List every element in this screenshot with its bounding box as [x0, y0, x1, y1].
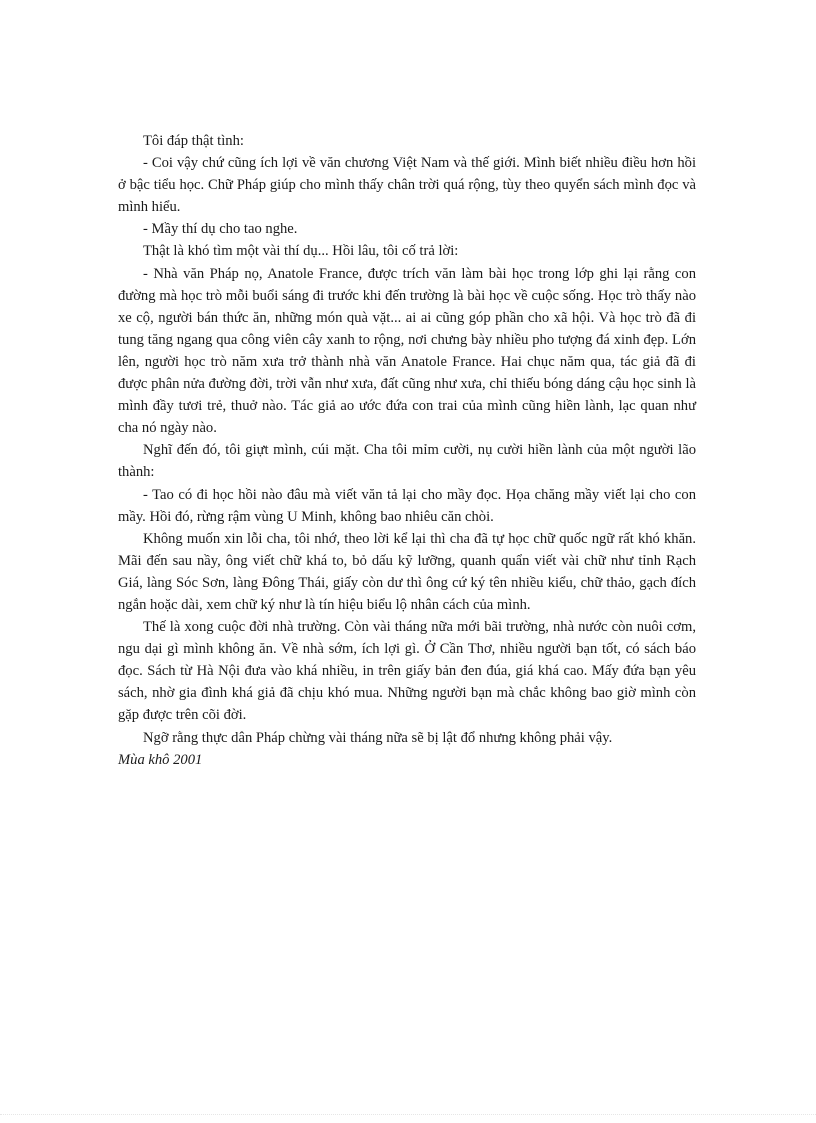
paragraph-7: - Tao có đi học hồi nào đâu mà viết văn tả lại cho mầy đọc. Họa chăng mầy viết lại cho con mầy. Hồi đó, rừng rậm vùng U Minh, không bao nhiêu căn chòi. [118, 486, 696, 525]
paragraph-3: - Mầy thí dụ cho tao nghe. [143, 221, 298, 238]
paragraph-5: - Nhà văn Pháp nọ, Anatole France, được trích văn làm bài học trong lớp ghi lại rằng con đường mà học trò mỗi buổi sáng đi trước khi đến trường là bài học về cuộc sống. Học trò thấy nào xe cộ, người bán thức ăn, những món quà vặt... ai ai cũng góp phần cho xã hội. Và học trò đã đi tung tăng ngang qua công viên cây xanh to rộng, nơi chưng bày nhiều pho tượng đá xinh đẹp. Lớn lên, người học trò năm xưa trở thành nhà văn Anatole France. Hai chục năm qua, tác giả đã đi được phân nửa đường đời, trời vẫn như xưa, đất cũng như xưa, chỉ thiếu bóng dáng cậu học sinh là mình đầy tươi trẻ, thuở nào. Tác giả ao ước đứa con trai của mình cũng hiền lành, lạc quan như cha nó ngày nào. [118, 265, 696, 437]
signature-date: Mùa khô 2001 [118, 751, 203, 768]
page-bottom-divider [0, 1114, 816, 1115]
paragraph-9: Thế là xong cuộc đời nhà trường. Còn vài tháng nữa mới bãi trường, nhà nước còn nuôi cơm, ngu dại gì mình không ăn. Về nhà sớm, ích lợi gì. Ở Cần Thơ, nhiều người bạn tốt, có sách báo đọc. Sách từ Hà Nội đưa vào khá nhiều, in trên giấy bản đen đúa, giá khá cao. Mấy đứa bạn yêu sách, nhờ gia đình khá giả đã chịu khó mua. Những người bạn mà chắc không bao giờ mình còn gặp được trên cõi đời. [118, 619, 696, 724]
paragraph-10: Ngỡ rằng thực dân Pháp chừng vài tháng nữa sẽ bị lật đổ nhưng không phải vậy. [143, 729, 613, 746]
document-page [118, 130, 696, 771]
paragraph-1: Tôi đáp thật tình: [143, 133, 244, 149]
paragraph-2: - Coi vậy chứ cũng ích lợi về văn chương Việt Nam và thế giới. Mình biết nhiều điều hơn hồi ở bậc tiểu học. Chữ Pháp giúp cho mình thấy chân trời quá rộng, tùy theo quyển sách mình đọc và mình hiểu. [118, 155, 696, 216]
paragraph-6: Nghĩ đến đó, tôi giựt mình, cúi mặt. Cha tôi mỉm cười, nụ cười hiền lành của một người lão thành: [118, 442, 696, 481]
paragraph-8: Không muốn xin lỗi cha, tôi nhớ, theo lời kể lại thì cha đã tự học chữ quốc ngữ rất khó khăn. Mãi đến sau nầy, ông viết chữ khá to, bỏ dấu kỹ lưỡng, quanh quẩn viết vài chữ như tỉnh Rạch Giá, làng Sóc Sơn, làng Đông Thái, giấy còn dư thì ông cứ ký tên nhiều kiểu, chữ thảo, gạch đích ngắn hoặc dài, xem chữ ký như là tín hiệu biểu lộ nhân cách của mình. [118, 530, 696, 613]
paragraph-4: Thật là khó tìm một vài thí dụ... Hồi lâu, tôi cố trả lời: [143, 243, 459, 260]
